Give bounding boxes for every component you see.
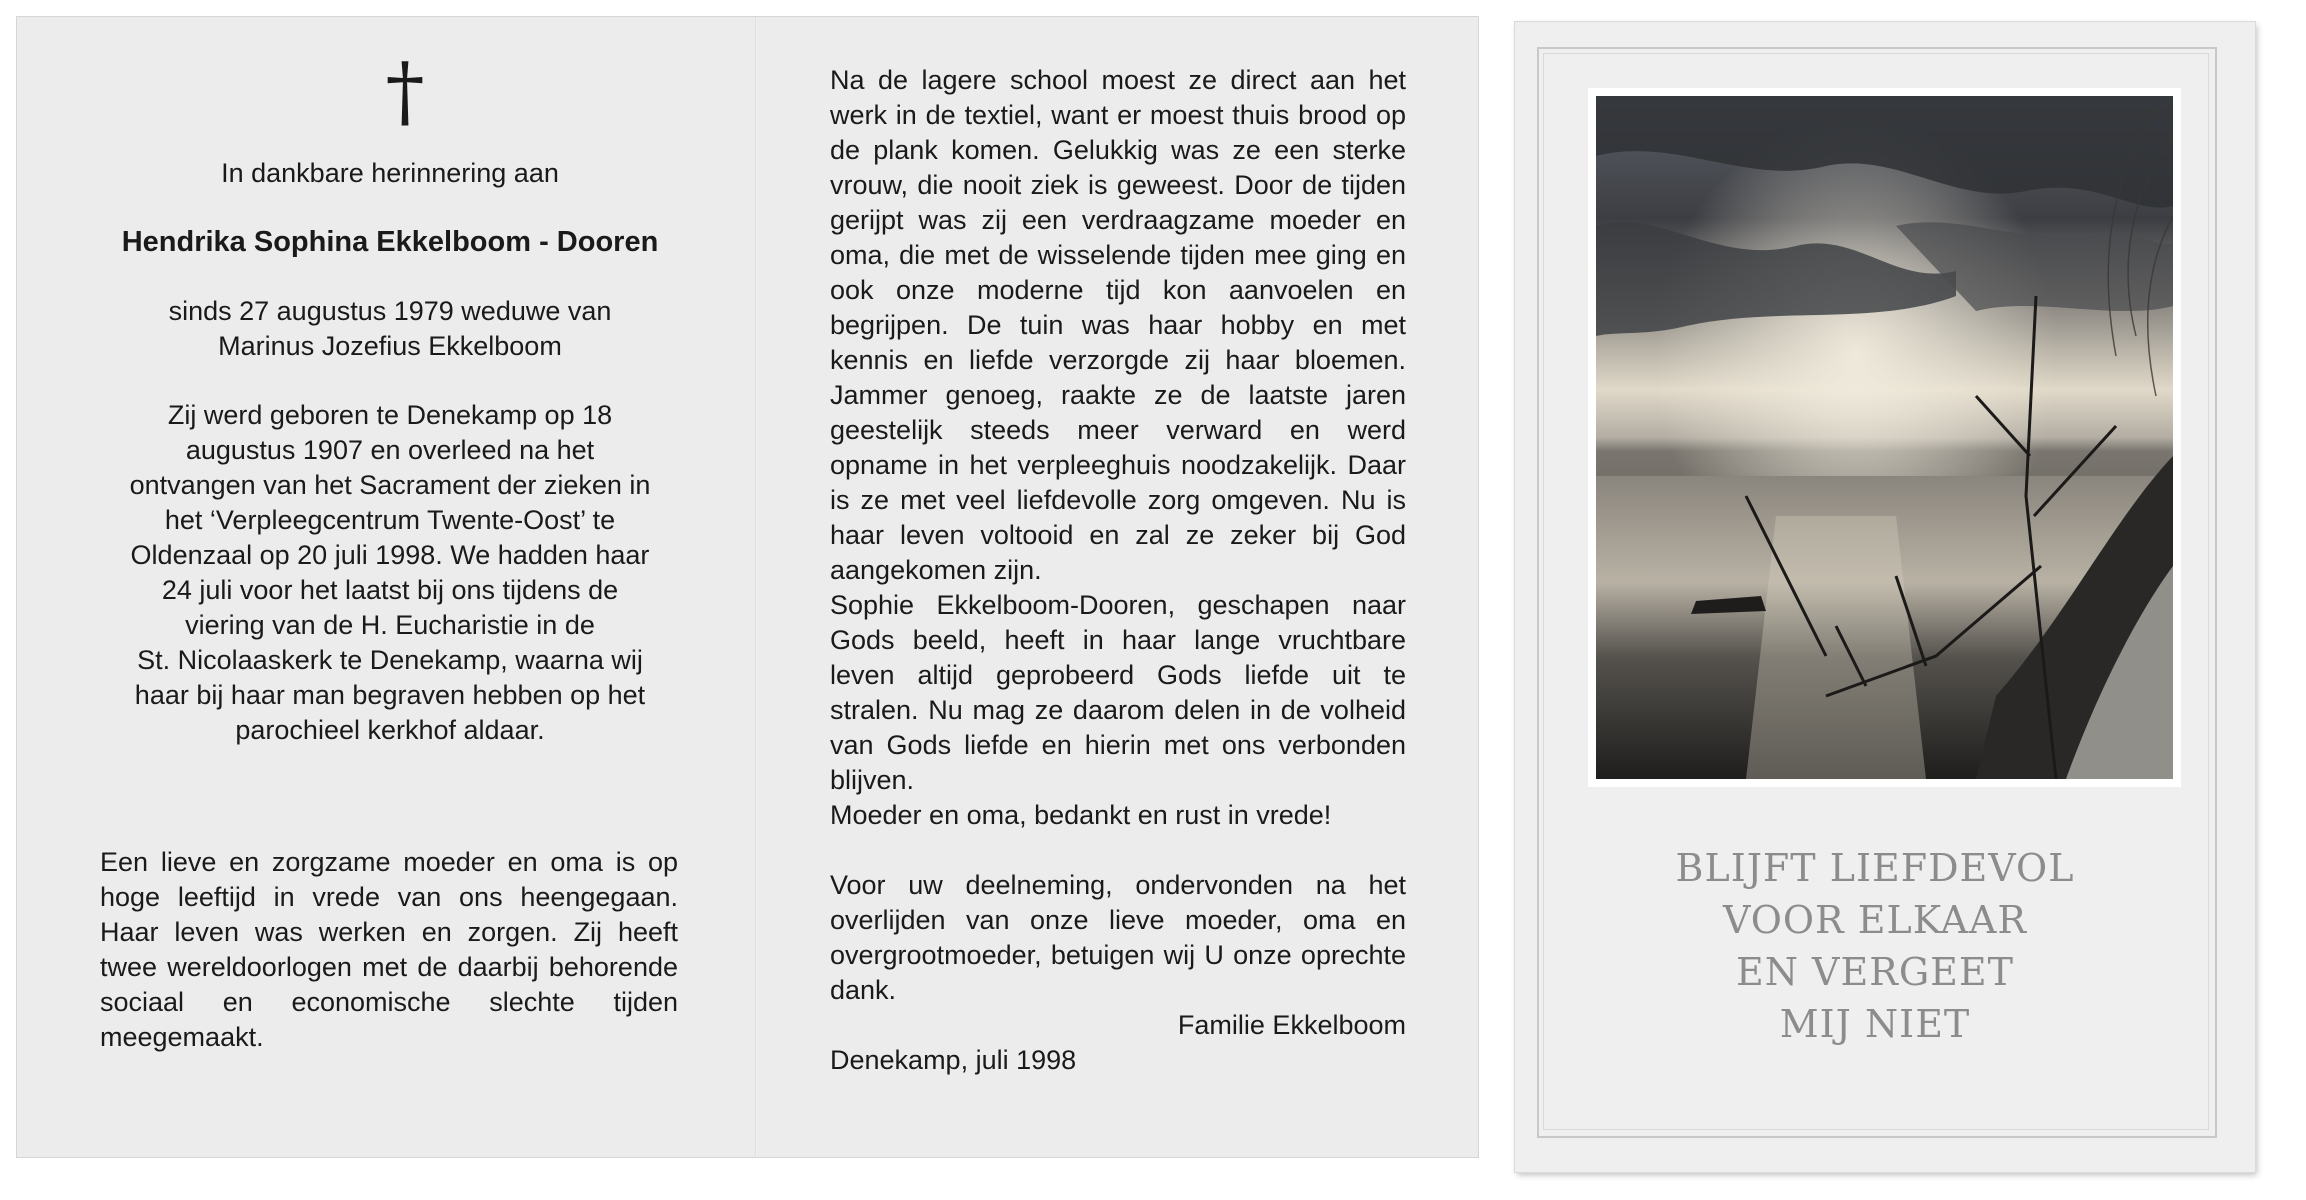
bio-line: 24 juli voor het laatst bij ons tijdens de (161, 575, 619, 605)
bio-line: ontvangen van het Sacrament der zieken in (129, 470, 651, 500)
bio-line: Oldenzaal op 20 juli 1998. We hadden haar (130, 540, 650, 570)
bio-line: St. Nicolaaskerk te Denekamp, waarna wij (137, 645, 643, 675)
bio-line: parochieel kerkhof aldaar. (235, 715, 545, 745)
verse-line: BLIJFT LIEFDEVOL (1675, 846, 2075, 890)
family-signature: Familie Ekkelboom (1177, 1010, 1406, 1040)
bio-line: het ‘Verpleegcentrum Twente-Oost’ te (164, 505, 616, 535)
intro-text: In dankbare herinnering aan (221, 158, 559, 188)
deceased-name: Hendrika Sophina Ekkelboom - Dooren (121, 226, 659, 258)
thanks-paragraph: Voor uw deelneming, ondervonden na het overlijden van onze lieve moeder, oma en overgrootmoeder, betuigen wij U onze oprechte dank. (830, 870, 1406, 1005)
verse-text (1560, 842, 2190, 1050)
landscape-photo (1588, 88, 2181, 787)
bio-line: Zij werd geboren te Denekamp op 18 (167, 400, 613, 430)
card-fold (755, 17, 757, 1157)
bio-line: haar bij haar man begraven hebben op het (134, 680, 646, 710)
widow-line: sinds 27 augustus 1979 weduwe van (168, 296, 612, 326)
cross-icon: † (385, 47, 425, 137)
bio-text (90, 398, 690, 748)
verse-line: MIJ NIET (1779, 1002, 1971, 1046)
sunset-lake-image (1596, 96, 2173, 779)
life-summary-paragraph: Een lieve en zorgzame moeder en oma is op hoge leeftijd in vrede van ons heengegaan. Haar leven was werken en zorgen. Zij heeft twee wereldoorlogen met de daarbij behorende sociaal en economische slechte tijden meegemaakt. (100, 847, 678, 1052)
bio-line: augustus 1907 en overleed na het (185, 435, 595, 465)
bio-line: viering van de H. Eucharistie in de (185, 610, 595, 640)
widow-text (90, 294, 690, 364)
verse-line: EN VERGEET (1735, 950, 2015, 994)
place-date: Denekamp, juli 1998 (830, 1045, 1077, 1075)
farewell-line: Moeder en oma, bedankt en rust in vrede! (830, 800, 1332, 830)
widow-line: Marinus Jozefius Ekkelboom (218, 331, 562, 361)
life-story-paragraph: Na de lagere school moest ze direct aan het werk in de textiel, want er moest thuis brood op de plank komen. Gelukkig was ze een sterke vrouw, die nooit ziek is geweest. Door de tijden gerijpt was zij een verdraagzame moeder en oma, die met de wisselende tijden mee ging en ook onze moderne tijd kon aanvoelen en begrijpen. De tuin was haar hobby en met kennis en liefde verzorgde zij haar bloemen. Jammer genoeg, raakte ze de laatste jaren geestelijk steeds meer verward en werd opname in het verpleeghuis noodzakelijk. Daar is ze met veel liefdevolle zorg omgeven. Nu is haar leven voltooid en zal ze zeker bij God aangekomen zijn. (830, 65, 1406, 585)
left-panel (90, 47, 690, 748)
middle-panel (830, 63, 1406, 1078)
faith-paragraph: Sophie Ekkelboom-Dooren, geschapen naar Gods beeld, heeft in haar lange vruchtbare leven altijd geprobeerd Gods liefde uit te stralen. Nu mag ze daarom delen in de volheid van Gods liefde en hierin met ons verbonden blijven. (830, 590, 1406, 795)
verse-line: VOOR ELKAAR (1722, 898, 2028, 942)
